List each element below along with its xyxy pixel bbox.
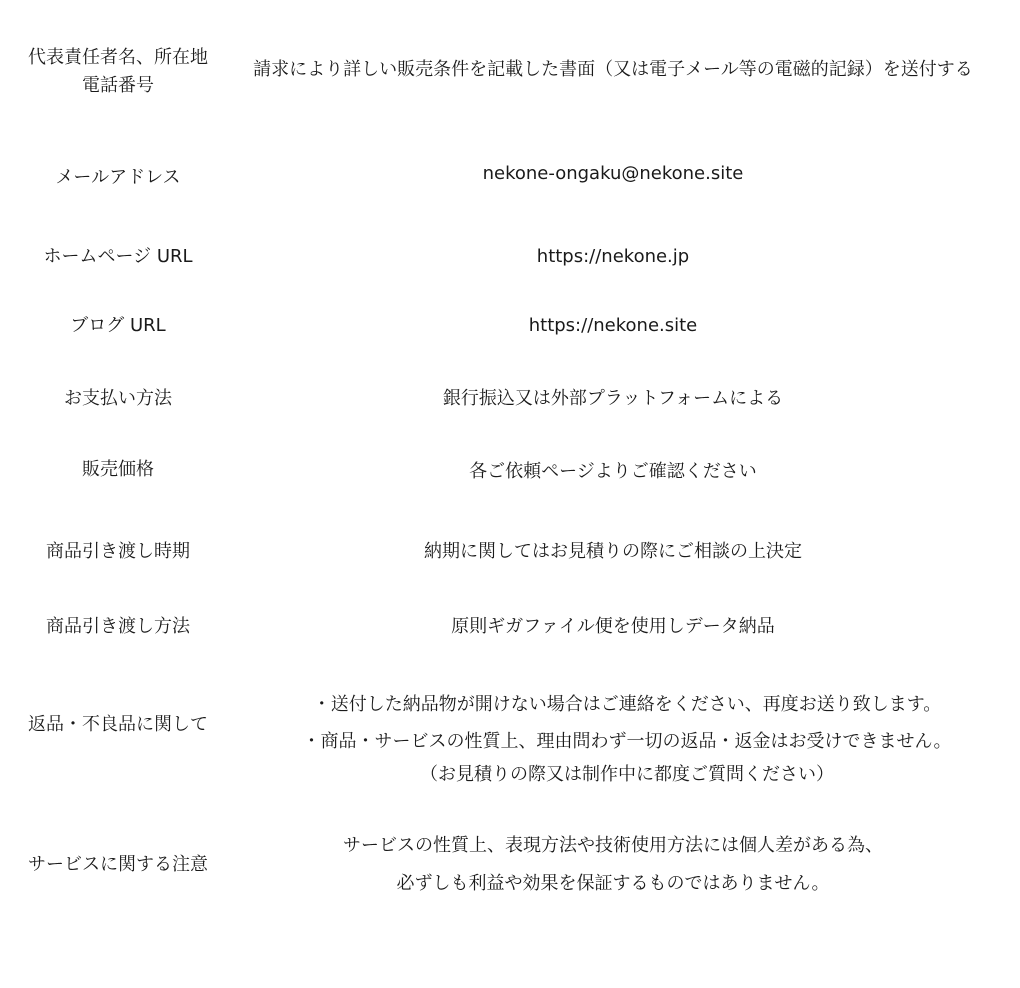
row-value [232,385,994,413]
row-label: 返品・不良品に関して [28,714,208,735]
value-line: 必ずしも利益や効果を保証するものではありません。 [396,873,830,894]
row-label [14,44,222,100]
label-line: 電話番号 [82,75,154,96]
value-line: 原則ギガファイル便を使用しデータ納品 [451,616,775,637]
value-line[interactable]: https://nekone.jp [536,246,690,267]
row-value [232,538,994,566]
value-line: ・商品・サービスの性質上、理由問わず一切の返品・返金はお受けできません。 [302,731,952,752]
row-value [232,613,994,641]
row-label: ホームページ URL [43,246,193,267]
value-line: （お見積りの際又は制作中に都度ご質問ください） [420,764,834,785]
value-line: 納期に関してはお見積りの際にご相談の上決定 [424,541,802,562]
value-line: 各ご依頼ページよりご確認ください [469,461,757,482]
value-line: サービスの性質上、表現方法や技術使用方法には個人差がある為、 [343,835,883,856]
row-value [232,831,994,907]
value-line: ・送付した納品物が開けない場合はご連絡をください、再度お送り致します。 [312,694,942,715]
row-label: 商品引き渡し時期 [46,541,190,562]
row-value [232,56,994,84]
value-line: 請求により詳しい販売条件を記載した書面（又は電子メール等の電磁的記録）を送付する [253,59,973,80]
row-label: お支払い方法 [64,388,172,409]
value-line[interactable]: nekone-ongaku@nekone.site [482,163,744,184]
row-label: 商品引き渡し方法 [46,616,190,637]
value-line[interactable]: https://nekone.site [528,315,698,336]
email-value[interactable] [232,160,994,188]
value-line: 銀行振込又は外部プラットフォームによる [442,388,784,409]
row-value [232,690,1020,786]
label-line: 代表責任者名、所在地 [28,47,208,68]
row-value [232,458,994,486]
blog-link[interactable] [232,312,994,340]
row-label: サービスに関する注意 [28,854,208,875]
row-label: メールアドレス [55,167,181,188]
row-label: 販売価格 [82,459,154,480]
row-label: ブログ URL [70,315,166,336]
homepage-link[interactable] [232,243,994,271]
